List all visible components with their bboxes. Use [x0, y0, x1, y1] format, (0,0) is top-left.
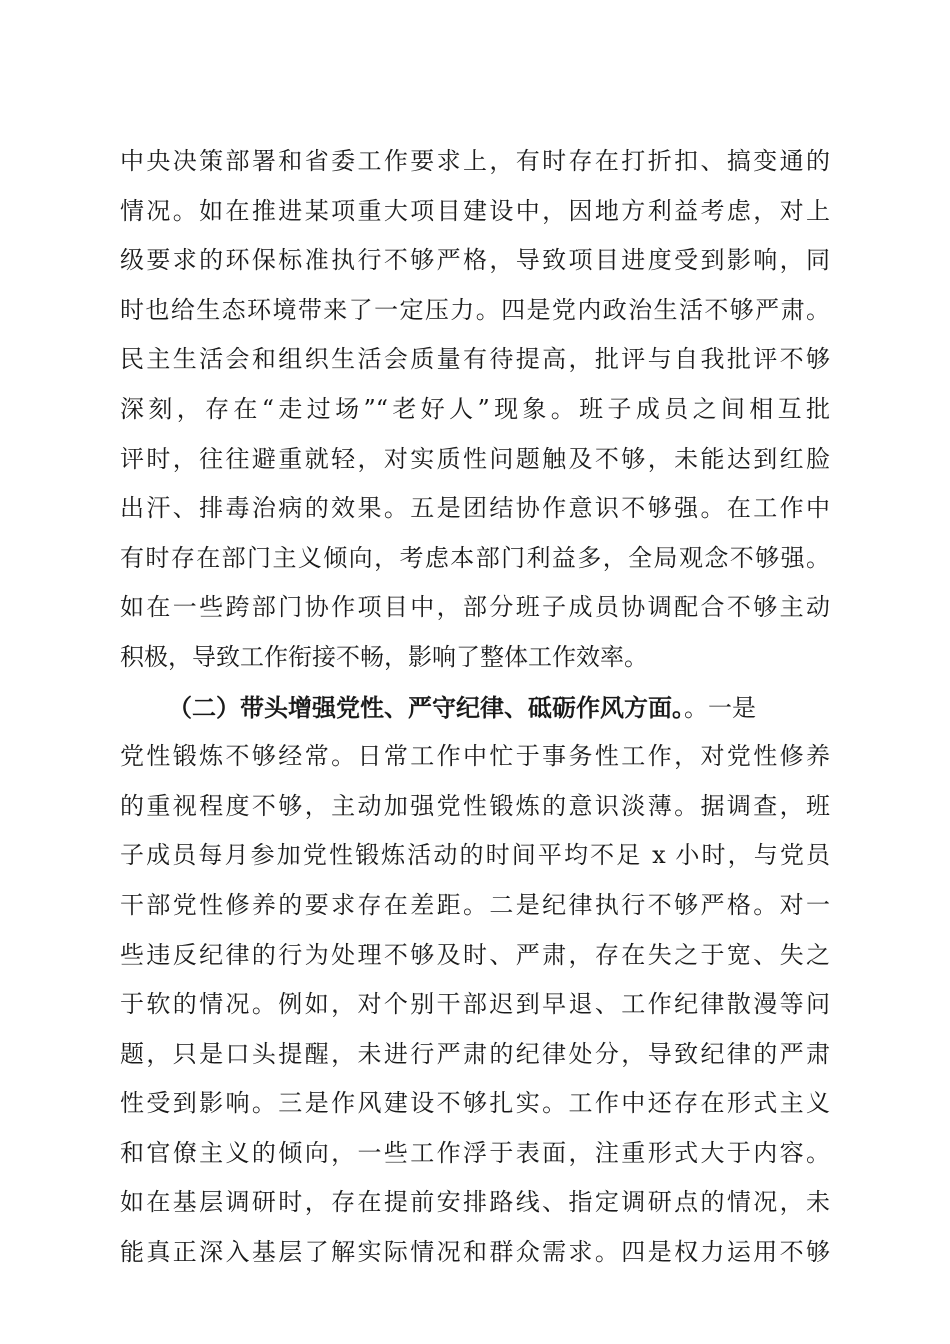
document-body: [120, 137, 830, 1278]
text-line: 和官僚主义的倾向，一些工作浮于表面，注重形式大于内容。: [120, 1138, 830, 1167]
text-line: 于软的情况。例如，对个别干部迟到早退、工作纪律散漫等问: [120, 990, 830, 1019]
text-line: 出汗、排毒治病的效果。五是团结协作意识不够强。在工作中: [120, 494, 830, 523]
text-line: 中央决策部署和省委工作要求上，有时存在打折扣、搞变通的: [120, 147, 830, 175]
section-2-first-line-rest: 。一是: [684, 693, 756, 722]
text-line: 情况。如在推进某项重大项目建设中，因地方利益考虑，对上: [120, 196, 830, 225]
text-line: 干部党性修养的要求存在差距。二是纪律执行不够严格。对一: [120, 890, 830, 919]
text-line: 民主生活会和组织生活会质量有待提高，批评与自我批评不够: [120, 345, 830, 374]
text-line: 如在一些跨部门协作项目中，部分班子成员协调配合不够主动: [120, 593, 830, 622]
text-line: 题，只是口头提醒，未进行严肃的纪律处分，导致纪律的严肃: [120, 1039, 830, 1068]
text-line: 子成员每月参加党性锻炼活动的时间平均不足 x 小时，与党员: [120, 841, 830, 870]
text-line: 能真正深入基层了解实际情况和群众需求。四是权力运用不够: [120, 1238, 830, 1267]
text-line: 如在基层调研时，存在提前安排路线、指定调研点的情况，未: [120, 1188, 830, 1217]
section-2-first-line: [120, 683, 830, 733]
text-line: 有时存在部门主义倾向，考虑本部门利益多，全局观念不够强。: [120, 543, 830, 572]
text-line: 的重视程度不够，主动加强党性锻炼的意识淡薄。据调查，班: [120, 791, 830, 820]
text-line: 评时，往往避重就轻，对实质性问题触及不够，未能达到红脸: [120, 444, 830, 473]
text-line: 时也给生态环境带来了一定压力。四是党内政治生活不够严肃。: [120, 295, 830, 324]
section-2-heading: （二）带头增强党性、严守纪律、砥砺作风方面。: [168, 692, 684, 722]
text-line: 党性锻炼不够经常。日常工作中忙于事务性工作，对党性修养: [120, 742, 830, 771]
text-line: 些违反纪律的行为处理不够及时、严肃，存在失之于宽、失之: [120, 940, 830, 969]
text-line: 级要求的环保标准执行不够严格，导致项目进度受到影响，同: [120, 246, 830, 275]
text-line: 性受到影响。三是作风建设不够扎实。工作中还存在形式主义: [120, 1089, 830, 1118]
text-line: 积极，导致工作衔接不畅，影响了整体工作效率。: [120, 642, 648, 671]
text-line: 深刻，存在“走过场”“老好人”现象。班子成员之间相互批: [120, 394, 830, 423]
